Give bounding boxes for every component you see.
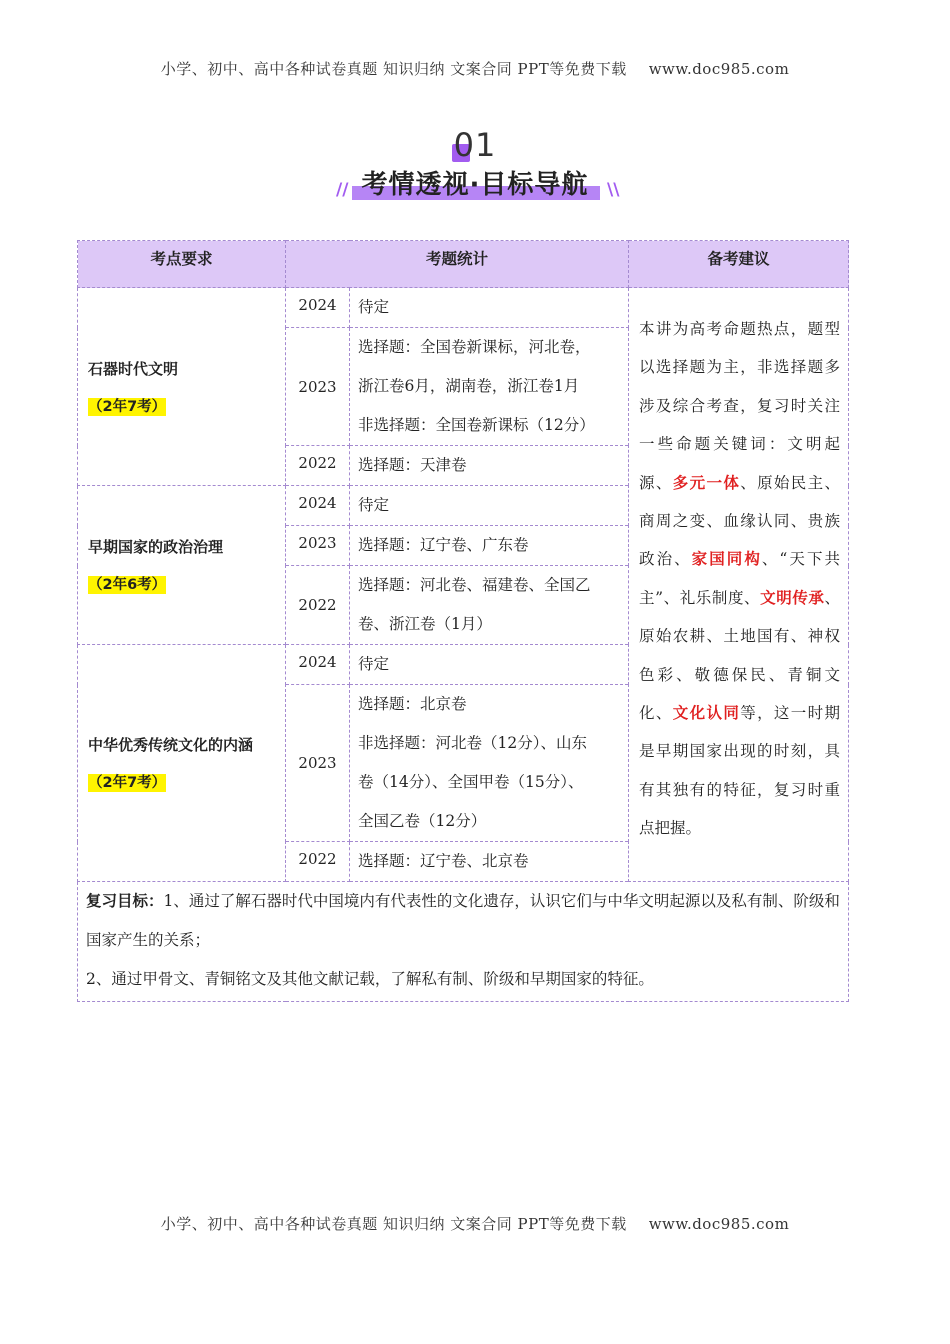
stat-cell [350, 685, 629, 842]
topic-cell [78, 645, 286, 882]
stat-line: 浙江卷6月，湖南卷，浙江卷1月 [358, 377, 580, 395]
stat-cell [350, 288, 629, 328]
topic-badge: （2年6考） [88, 577, 167, 593]
section-number: 01 [453, 126, 497, 164]
topic-name: 早期国家的政治治理 [88, 538, 224, 556]
stat-line: 全国乙卷（12分） [358, 812, 487, 830]
year-cell: 2022 [286, 842, 350, 882]
year-cell: 2024 [286, 486, 350, 526]
advice-text: 本讲为高考命题热点，题型以选择题为主，非选择题多涉及综合考查，复习时关注一些命题关键词：文明起源、 [639, 320, 841, 492]
advice-text: 等，这一时期是早期国家出现的时刻，具有其独有的特征，复习时重点把握。 [639, 704, 841, 838]
header-topic: 考点要求 [78, 241, 286, 288]
topic-name: 石器时代文明 [88, 359, 179, 378]
footer-text: 小学、初中、高中各种试卷真题 知识归纳 文案合同 PPT等免费下载 [160, 1215, 627, 1233]
topic-cell [78, 288, 286, 486]
year-cell: 2024 [286, 645, 350, 685]
page-header [0, 58, 950, 79]
stat-line: 非选择题：全国卷新课标（12分） [358, 416, 595, 434]
stat-cell [350, 328, 629, 446]
year-cell: 2022 [286, 566, 350, 645]
table-row [78, 288, 849, 328]
section-title: 考情透视·目标导航 [361, 170, 589, 200]
table-row [78, 882, 849, 1002]
footer-url[interactable]: www.doc985.com [648, 1215, 790, 1233]
advice-text: 、原始农耕、土地国有、神权色彩、敬德保民、青铜文化、 [639, 588, 841, 723]
year-cell: 2023 [286, 526, 350, 566]
advice-text: 、原始民主、商周之变、血缘认同、贵族政治、 [639, 473, 841, 569]
advice-keyword: 家国同构 [691, 550, 762, 569]
stat-cell [350, 842, 629, 882]
header-advice: 备考建议 [629, 241, 849, 288]
header-url[interactable]: www.doc985.com [648, 60, 790, 78]
stat-line: 选择题：辽宁卷、广东卷 [358, 536, 529, 554]
year-cell: 2022 [286, 446, 350, 486]
advice-keyword: 文明传承 [760, 588, 825, 607]
advice-keyword: 多元一体 [672, 473, 741, 492]
topic-badge: （2年7考） [88, 775, 167, 791]
advice-cell [629, 288, 849, 882]
advice-keyword: 文化认同 [672, 704, 741, 723]
decor-slash-right: \\ [607, 180, 620, 200]
header-stats: 考题统计 [286, 241, 629, 288]
advice-text: 、“天下共主”、礼乐制度、 [639, 550, 840, 607]
stat-line: 选择题：河北卷、福建卷、全国乙 [358, 576, 591, 594]
topic-cell [78, 486, 286, 645]
stat-line: 待定 [358, 298, 390, 316]
goal-line-1: 1、通过了解石器时代中国境内有代表性的文化遗存，认识它们与中华文明起源以及私有制、阶级和国家产生的关系； [86, 892, 840, 949]
stat-line: 待定 [358, 655, 390, 673]
page-footer [0, 1213, 950, 1234]
stat-line: 非选择题：河北卷（12分）、山东 [358, 734, 587, 752]
goal-label: 复习目标： [86, 892, 164, 910]
stat-cell [350, 566, 629, 645]
year-cell: 2023 [286, 685, 350, 842]
topic-name: 中华优秀传统文化的内涵 [88, 736, 254, 754]
stat-line: 卷（14分）、全国甲卷（15分）、 [358, 773, 584, 791]
stat-line: 卷、浙江卷（1月） [358, 615, 492, 633]
stat-line: 待定 [358, 496, 390, 514]
stat-line: 选择题：全国卷新课标，河北卷， [358, 338, 591, 356]
stat-cell [350, 446, 629, 486]
decor-slash-left: // [336, 180, 349, 200]
table-header-row [78, 241, 849, 288]
header-text: 小学、初中、高中各种试卷真题 知识归纳 文案合同 PPT等免费下载 [160, 60, 627, 78]
year-cell: 2024 [286, 288, 350, 328]
topic-badge: （2年7考） [88, 398, 167, 415]
stat-line: 选择题：辽宁卷、北京卷 [358, 852, 529, 870]
review-goals-cell [78, 882, 849, 1002]
year-cell: 2023 [286, 328, 350, 446]
stat-line: 选择题：北京卷 [358, 695, 467, 713]
goal-line-2: 2、通过甲骨文、青铜铭文及其他文献记载，了解私有制、阶级和早期国家的特征。 [86, 970, 654, 988]
stat-cell [350, 526, 629, 566]
stat-cell [350, 486, 629, 526]
stat-cell [350, 645, 629, 685]
stat-line: 选择题：天津卷 [358, 456, 467, 474]
exam-overview-table [77, 240, 849, 1002]
